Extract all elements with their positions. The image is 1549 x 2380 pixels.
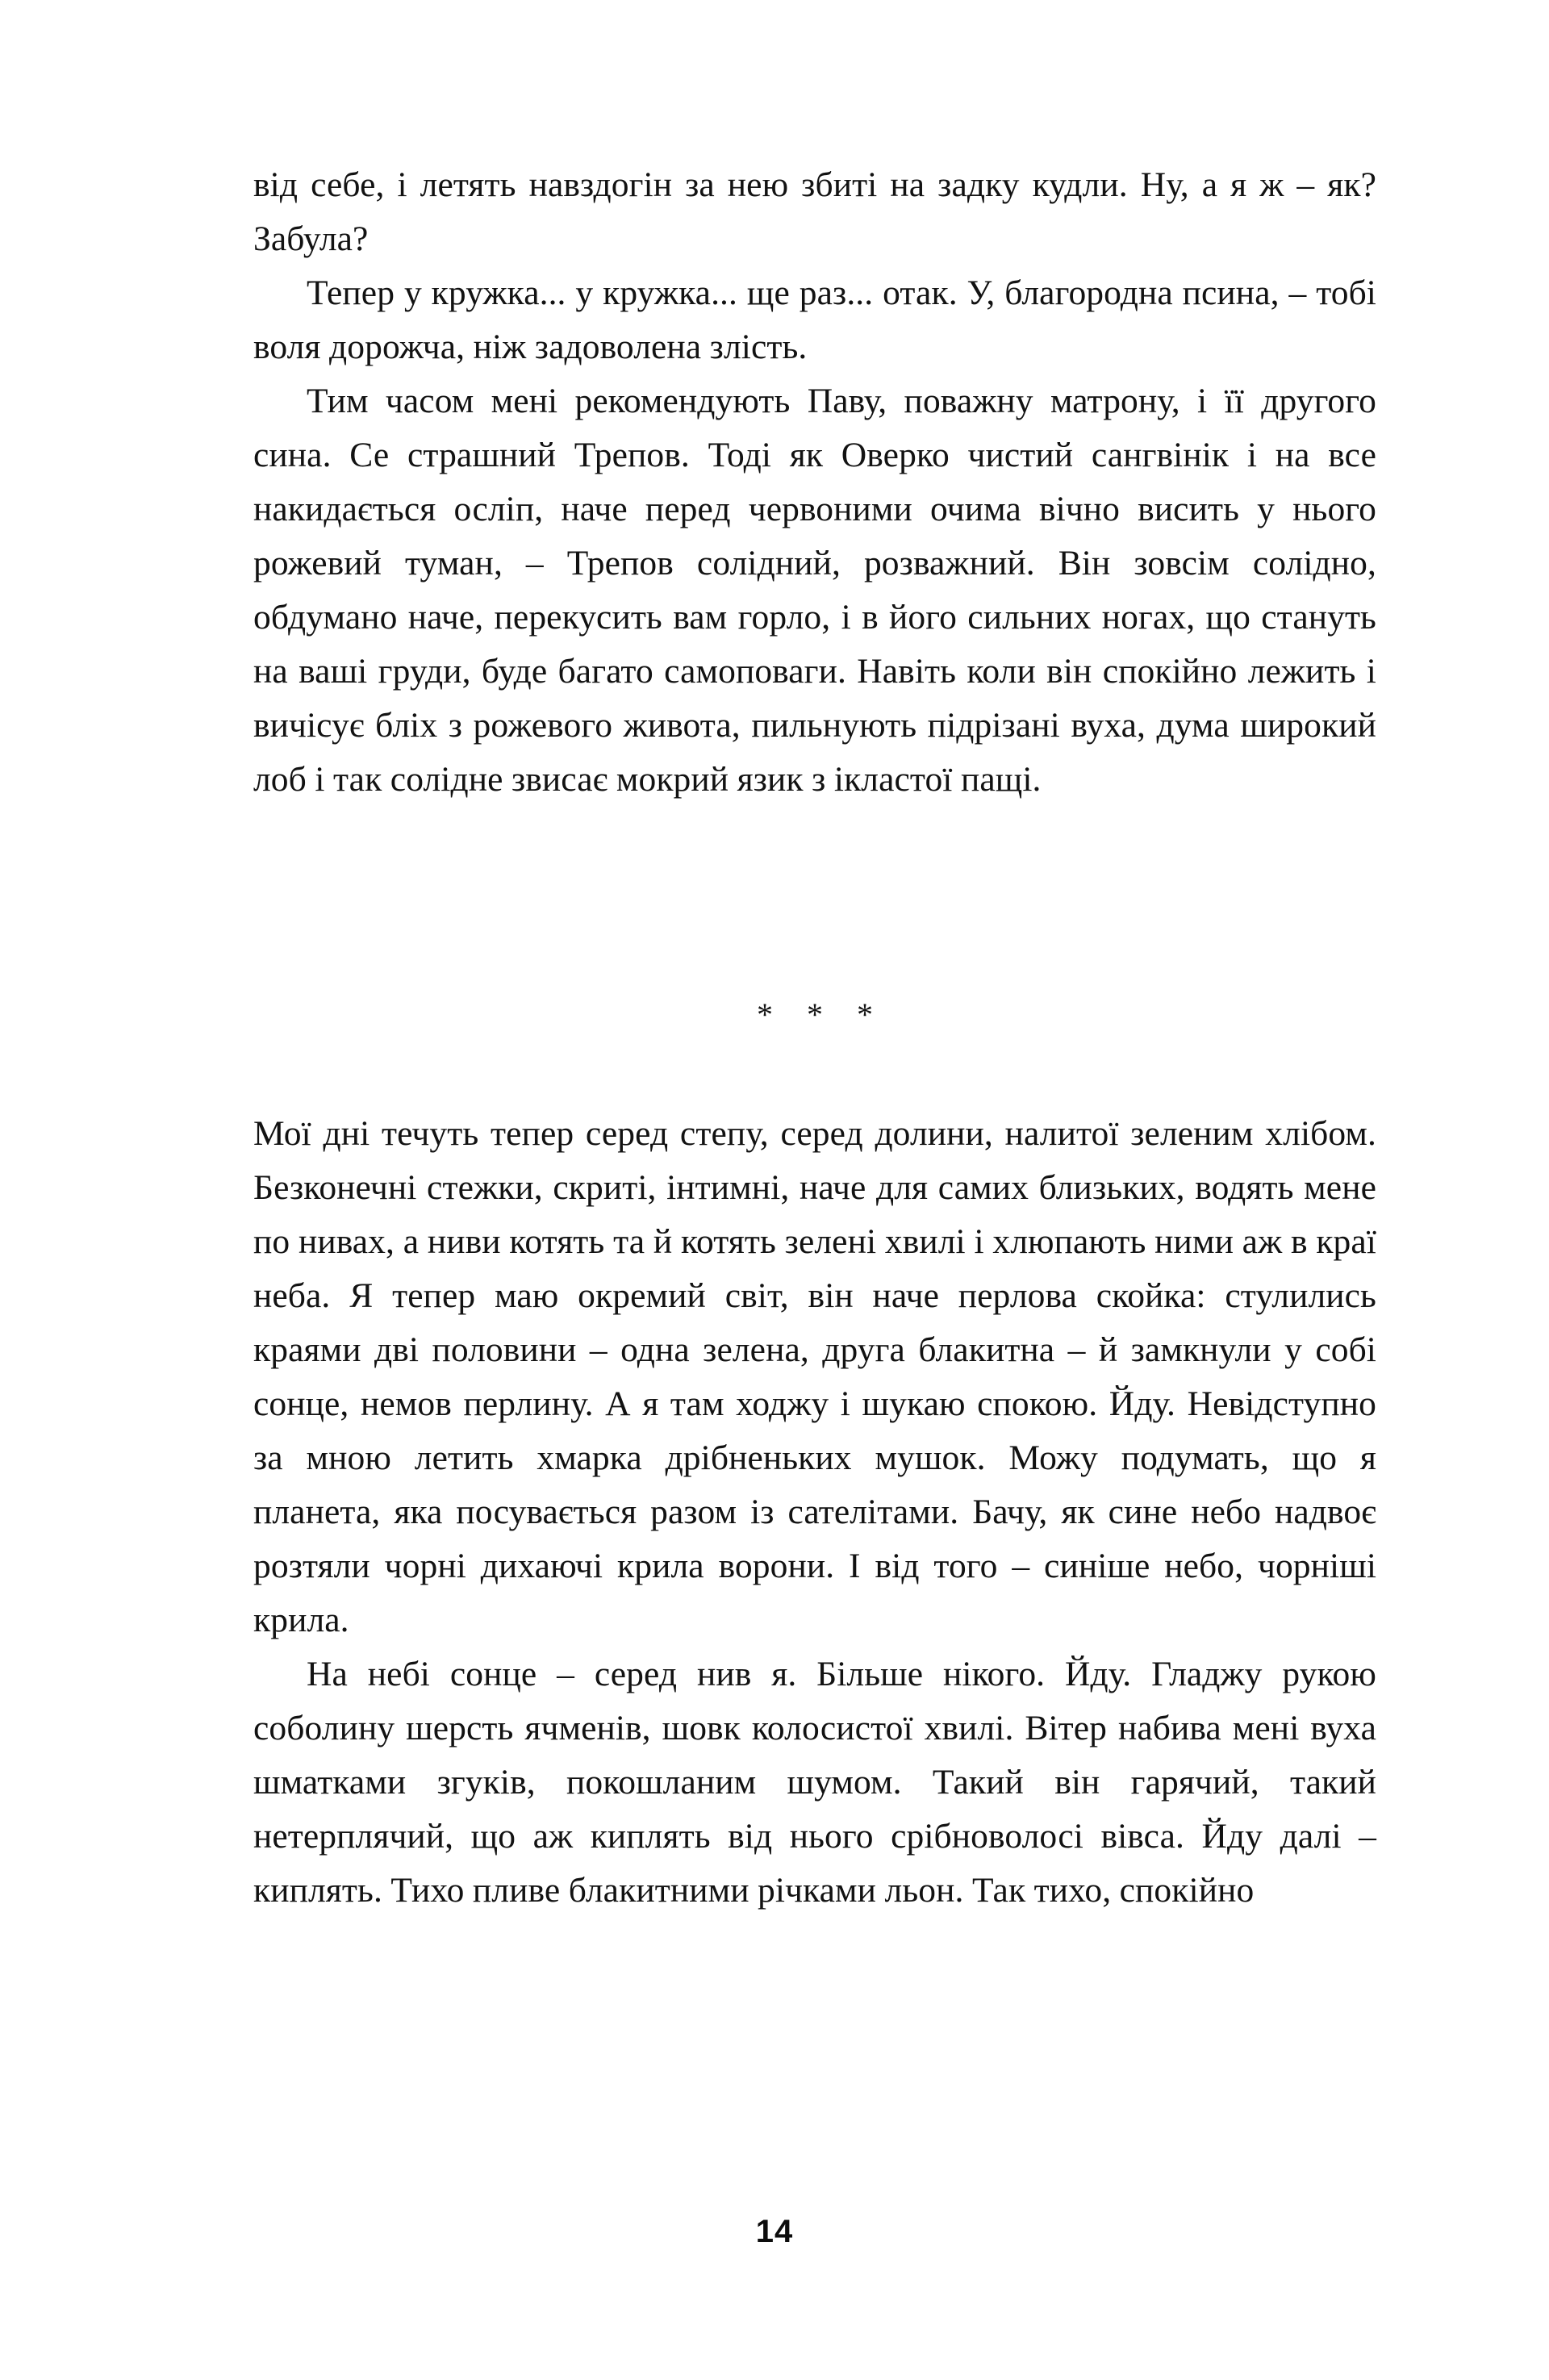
body-text-section-one	[253, 158, 1376, 807]
paragraph: Тим часом мені рекомендують Паву, поважну матрону, і її другого сина. Се страшний Трепов. Тоді як Оверко чистий сангвінік і на все накидається осліп, наче перед червоними очима вічно висить у нього рожевий туман, – Трепов солідний, розважний. Він зовсім солідно, обдумано наче, перекусить вам горло, і в його сильних ногах, що стануть на ваші груди, буде багато самоповаги. Навіть коли він спокійно лежить і вичісує бліх з рожевого живота, пильнують підрізані вуха, дума широкий лоб і так солідне звисає мокрий язик з ікластої пащі.	[253, 382, 1376, 799]
paragraph: Мої дні течуть тепер серед степу, серед долини, налитої зеленим хлібом. Безконечні стежки, скриті, інтимні, наче для самих близьких, водять мене по нивах, а ниви котять та й котять зелені хвилі і хлюпають ними аж в краї неба. Я тепер маю окремий світ, він наче перлова скойка: стулились краями дві половини – одна зелена, друга блакитна – й замкнули у собі сонце, немов перлину. А я там ходжу і шукаю спокою. Йду. Невідступно за мною летить хмарка дрібненьких мушок. Можу подумать, що я планета, яка посувається разом із сателітами. Бачу, як сине небо надвоє розтяли чорні дихаючі крила ворони. І від того – синіше небо, чорніші крила.	[253, 1114, 1376, 1639]
body-text-section-two	[253, 1107, 1376, 1918]
paragraph: На небі сонце – серед нив я. Більше нікого. Йду. Гладжу рукою соболину шерсть ячменів, шовк колосистої хвилі. Вітер набива мені вуха шматками згуків, покошланим шумом. Такий він гарячий, такий нетерплячий, що аж киплять від нього срібноволосі вівса. Йду далі – киплять. Тихо пливе блакитними річками льон. Так тихо, спокійно	[253, 1655, 1376, 1910]
asterism-divider: * * *	[757, 996, 886, 1033]
paragraph: від себе, і летять навздогін за нею збиті на задку кудли. Ну, а я ж – як? Забула?	[253, 165, 1376, 258]
page-number: 14	[755, 2214, 794, 2249]
paragraph: Тепер у кружка... у кружка... ще раз... отак. У, благородна псина, – тобі воля дорожча, ніж задоволена злість.	[253, 273, 1376, 366]
